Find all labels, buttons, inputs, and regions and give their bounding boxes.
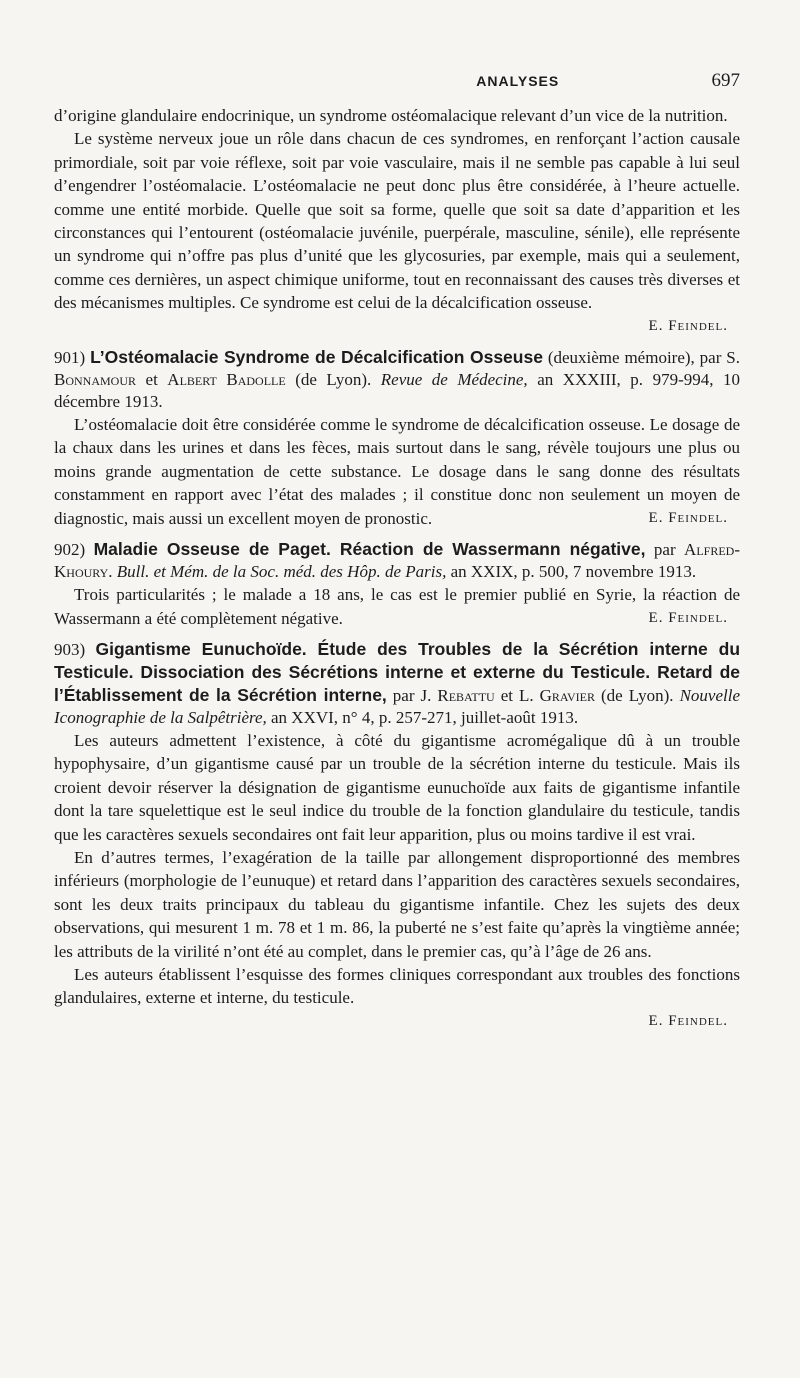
entry-signature: E. Feindel. [648,509,728,526]
article-title: Gigantisme Eunuchoïde. Étude des Troubles de la Sécrétion interne du Testicule. Dissociation des Sécrétions interne et externe du Testicule. Retard de l’Établissement de la Sécrétion interne, [54,638,741,705]
entry-903-body-2: En d’autres termes, l’exagération de la taille par allongement disproportionné des membres inférieurs (morphologie de l’eunuque) et retard dans l’apparition des caractères sexuels secondaires, sont les deux traits principaux du tableau du gigantisme infantile. Chez les sujets des deux observations, qui mesurent 1 m. 78 et 1 m. 86, la puberté ne s’est faite qu’après la vingtième année; les attributs de la virilité n’ont été au complet, dans le premier cas, qu’à l’âge de 26 ans. [54,847,740,961]
entry-903 [54,638,740,1033]
author-name: S. Bonnamour [54,348,740,390]
intro-signature: E. Feindel. [648,317,728,334]
entry-902 [54,538,740,630]
reference-text: par [386,685,421,705]
author-name: L. Gravier [518,685,595,705]
journal-name: Nouvelle Iconographie de la Salpêtrière, [54,685,740,727]
entry-901 [54,346,740,530]
entry-901-heading [54,346,740,413]
entry-902-heading [54,538,740,583]
abstract-text: Trois particularités ; le malade a 18 ans, le cas est le premier publié en Syrie, la réaction de Wassermann a été complètement négative. [54,585,740,628]
running-head [54,70,740,100]
entry-903-body-1: Les auteurs admettent l’existence, à côté du gigantisme acromégalique dû à un trouble hypophysaire, d’un gigantisme causé par un trouble de la sécrétion interne du testicule. Mais ils croient devoir réserver la désignation de gigantisme eunuchoïde aux faits de gigantisme infantile dont la tare squelettique est le seul indice du trouble de la fonction glandulaire du testicule, tandis que les caractères sexuels secondaires ont fait leur apparition, plus ou moins tardive il est vrai. [54,730,740,844]
running-head-title: ANALYSES [476,73,560,89]
entry-903-heading [54,638,740,729]
entry-signature: E. Feindel. [648,1012,728,1029]
reference-text: (de Lyon). [285,370,381,390]
reference-text: (de Lyon). [595,685,680,705]
entry-number: 901) [54,348,86,368]
page-number: 697 [711,70,740,91]
reference-text: an XXVI, n° 4, p. 257-271, juillet-août 1913. [266,707,579,727]
entry-number: 903) [54,639,86,659]
entry-number: 902) [54,540,86,560]
journal-name: Bull. et Mém. de la Soc. méd. des Hôp. de Paris, [116,562,447,582]
reference-text: an XXIX, p. 500, 7 novembre 1913. [446,562,697,582]
article-title: L’Ostéomalacie Syndrome de Décalcification Osseuse [90,347,543,368]
reference-text: (deuxième mémoire), par [542,348,727,368]
entry-signature: E. Feindel. [648,609,728,626]
reference-text: et [494,685,519,705]
entry-903-body-3: Les auteurs établissent l’esquisse des formes cliniques correspondant aux troubles des fonctions glandulaires, externe et interne, du testicule. [54,964,740,1008]
abstract-text: L’ostéomalacie doit être considérée comme le syndrome de décalcification osseuse. Le dosage de la chaux dans les urines et dans les fèces, mais surtout dans le sang, révèle toujours une plus ou moins grande augmentation de cette substance. Le dosage dans le sang donne des résultats constamment en rapport avec l’état des malades ; il constitue donc non seulement un moyen de diagnostic, mais aussi un excellent moyen de pronostic. [54,415,740,528]
journal-name: Revue de Médecine, [380,370,528,390]
author-name: J. Rebattu [420,685,495,705]
entry-901-body [54,413,740,530]
intro-paragraph-2: Le système nerveux joue un rôle dans chacun de ces syndromes, en renforçant l’action causale primordiale, soit par voie réflexe, soit par voie vasculaire, mais il ne semble pas capable à lui seul d’engendrer l’ostéomalacie. L’ostéomalacie ne peut donc plus être considérée, à l’heure actuelle. comme une entité morbide. Quelle que soit sa forme, quelle que soit sa date d’apparition et les circonstances qui l’entourent (ostéomalacie juvénile, puerpérale, masculine, sénile), elle représente un syndrome qui n’offre pas plus d’unité que les glycosuries, par exemple, mais qui a seulement, comme ces dernières, un aspect chimique uniforme, tout en reconnaissant des causes très diverses et des mécanismes multiples. Ce syndrome est celui de la décalcification osseuse. [54,129,740,313]
reference-text: an XXXIII, p. 979-994, 10 décembre 1913. [54,370,740,412]
reference-text: par [645,540,685,560]
reference-text: et [136,370,168,390]
author-name: Albert Badolle [167,370,286,390]
entry-902-body [54,583,740,630]
author-name: Alfred-Khoury. [54,540,740,582]
intro-paragraph-1: d’origine glandulaire endocrinique, un syndrome ostéomalacique relevant d’un vice de la nutrition. [54,106,728,125]
article-title: Maladie Osseuse de Paget. Réaction de Wassermann négative, [93,539,646,560]
